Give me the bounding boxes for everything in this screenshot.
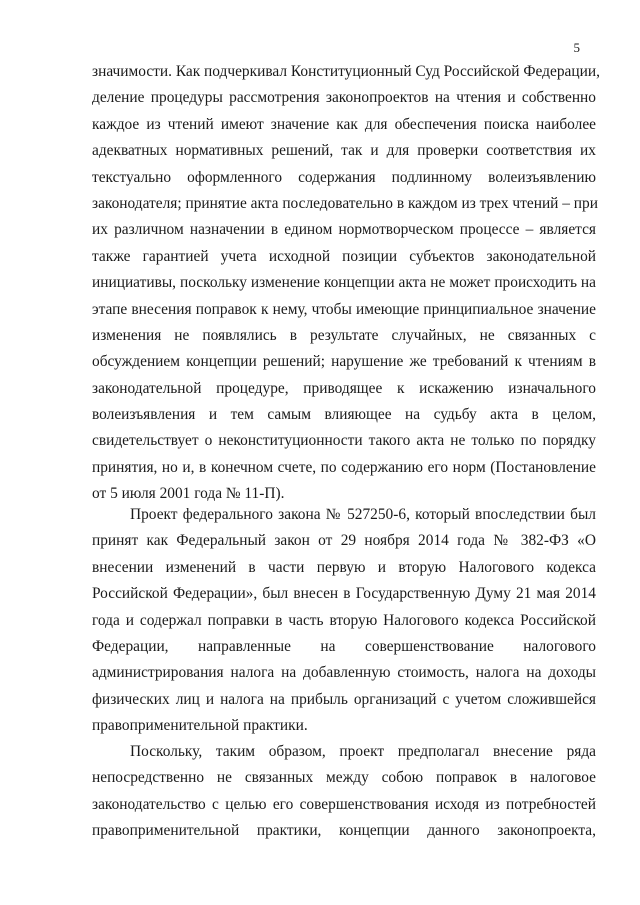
text-line: свидетельствует о неконституционности такого акта не только по порядку <box>92 432 596 450</box>
text-line: текстуально оформленного содержания подлинному волеизъявлению <box>92 168 596 186</box>
text-line: администрирования налога на добавленную стоимость, налога на доходы <box>92 664 596 682</box>
text-line: принятия, но и, в конечном счете, по содержанию его норм (Постановление <box>92 458 596 476</box>
text-line: Поскольку, таким образом, проект предполагал внесение ряда <box>130 743 596 760</box>
text-line: значимости. Как подчеркивал Конституционный Суд Российской Федерации, <box>92 63 600 80</box>
text-line: деление процедуры рассмотрения законопроектов на чтения и собственно <box>92 89 596 107</box>
text-line: Федерации, направленные на совершенствование налогового <box>92 637 596 655</box>
paragraph-3 <box>92 739 596 845</box>
text-line: волеизъявления и тем самым влияющее на судьбу акта в целом, <box>92 406 596 424</box>
text-line: от 5 июля 2001 года № 11-П). <box>92 485 285 503</box>
text-line: законодателя; принятие акта последовательно в каждом из трех чтений – при <box>92 194 598 212</box>
text-line: законодательной процедуре, приводящее к искажению изначального <box>92 379 596 397</box>
paragraph-1 <box>92 59 600 508</box>
text-line: Проект федерального закона № 527250-6, который впоследствии был <box>130 506 596 523</box>
page-number: 5 <box>573 40 580 55</box>
text-line: инициативы, поскольку изменение концепции акта не может происходить на <box>92 274 596 292</box>
text-line: непосредственно не связанных между собою поправок в налоговое <box>92 769 596 787</box>
text-line: адекватных нормативных решений, так и для проверки соответствия их <box>92 142 596 160</box>
text-line: законодательство с целью его совершенствования исходя из потребностей <box>92 795 596 813</box>
text-line: также гарантией учета исходной позиции субъектов законодательной <box>92 247 596 265</box>
text-line: обсуждением концепции решений; нарушение же требований к чтениям в <box>92 353 596 371</box>
text-line: внесении изменений в части первую и вторую Налогового кодекса <box>92 558 596 576</box>
text-line: физических лиц и налога на прибыль организаций с учетом сложившейся <box>92 690 596 708</box>
text-line: каждое из чтений имеют значение как для обеспечения поиска наиболее <box>92 115 596 133</box>
text-line: этапе внесения поправок к нему, чтобы имеющие принципиальное значение <box>92 300 596 318</box>
text-line: правоприменительной практики, концепции данного законопроекта, <box>92 822 596 840</box>
text-line: правоприменительной практики. <box>92 717 308 735</box>
text-line: года и содержал поправки в часть вторую Налогового кодекса Российской <box>92 611 596 629</box>
text-line: принят как Федеральный закон от 29 ноября 2014 года № 382-ФЗ «О <box>92 532 596 550</box>
text-line: изменения не появлялись в результате случайных, не связанных с <box>92 326 596 344</box>
text-line: их различном назначении в едином нормотворческом процессе – является <box>92 221 596 239</box>
text-line: Российской Федерации», был внесен в Государственную Думу 21 мая 2014 <box>92 585 596 603</box>
paragraph-2 <box>92 502 596 740</box>
